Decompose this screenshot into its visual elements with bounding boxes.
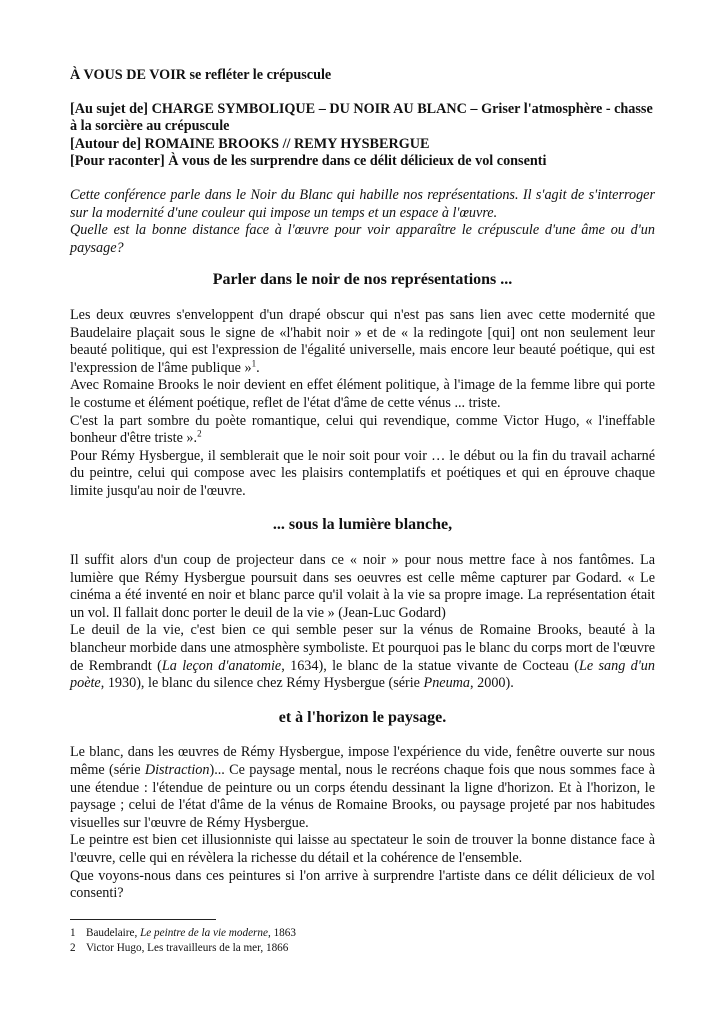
footnote-ref: 1 xyxy=(251,357,257,368)
paragraph-text: Le deuil de la vie, c'est bien ce qui semble peser sur la vénus de Romaine Brooks, beauté à la blancheur morbide dans une atmosphère symboliste. Et pourquoi pas le blanc du corps mort de l'œuvre de Rembrandt ( xyxy=(70,622,655,674)
meta-artists: [Autour de] ROMAINE BROOKS // REMY HYSBERGUE xyxy=(70,135,430,152)
document-body xyxy=(70,67,655,919)
paragraph xyxy=(70,307,655,377)
section-blanc xyxy=(70,516,655,692)
footnote-separator xyxy=(70,919,216,920)
footnote-number: 1 xyxy=(70,927,76,939)
paragraph-text: Le blanc, dans les œuvres de Rémy Hysbergue, impose l'expérience du vide, fenêtre ouverte sur nous même (série xyxy=(70,744,655,778)
paragraph: Il suffit alors d'un coup de projecteur dans ce « noir » pour nous mettre face à nos fantômes. La lumière que Rémy Hysbergue poursuit dans ses oeuvres est celle même capturer par Godard. « Le cinéma a été inventé en noir et blanc parce qu'il volait à la vie sa propre image. La représentation était un vol. Il fallait donc porter le deuil de la vie » (Jean-Luc Godard) xyxy=(70,552,655,621)
footnote-text: Baudelaire, xyxy=(86,927,141,939)
section-paysage xyxy=(70,709,655,903)
paragraph-text: )... Ce paysage mental, nous le recréons chaque fois que nous sommes face à une étendue : l'étendue de peinture ou un corps étendu dessinant la ligne d'horizon. Et à l'horizon, le paysage ; celui de l'état d'âme de la vénus de Romaine Brooks, ou paysage projeté par nos habitudes visuelles sur l'œuvre de Rémy Hysbergue. xyxy=(70,762,655,831)
intro-paragraph: Cette conférence parle dans le Noir du Blanc qui habille nos représentations. Il s'agit de s'interroger sur la modernité d'une couleur qui impose un temps et un espace à l'œuvre. xyxy=(70,186,655,221)
footnote-number: 2 xyxy=(70,942,76,954)
paragraph-text: , 2000). xyxy=(470,675,514,692)
footnote-1 xyxy=(70,926,655,941)
work-title: Distraction xyxy=(144,762,210,778)
document-title: À VOUS DE VOIR se refléter le crépuscule xyxy=(70,67,332,83)
section-heading-blanc: ... sous la lumière blanche, xyxy=(272,516,453,534)
intro-block xyxy=(70,187,655,257)
work-title: Le sang d'un poète xyxy=(70,657,655,692)
paragraph: Le peintre est bien cet illusionniste qui laisse au spectateur le soin de trouver la bonne distance face à l'œuvre, celle qui en révèlera la richesse du détail et la cohérence de l'ensemble. xyxy=(70,832,655,866)
work-title: La leçon d'anatomie xyxy=(161,657,282,674)
paragraph-text: Les deux œuvres s'enveloppent d'un drapé obscur qui n'est pas sans lien avec cette modernité que Baudelaire plaçait sous le signe de «l'habit noir » et de « la redingote [qui] ont non seulement leur beauté politique, qui est l'expression de l'égalité universelle, mais encore leur beauté poétique, qui est l'expression de l'âme publique » xyxy=(70,306,655,376)
paragraph-text: , 1634), le blanc de la statue vivante de Cocteau ( xyxy=(281,657,579,674)
paragraph: Que voyons-nous dans ces peintures si l'on arrive à surprendre l'artiste dans ce délit délicieux de vol consenti? xyxy=(70,867,655,902)
section-heading-noir: Parler dans le noir de nos représentations ... xyxy=(212,271,513,289)
paragraph: Pour Rémy Hysbergue, il semblerait que le noir soit pour voir … le début ou la fin du travail acharné du peintre, celui qui compose avec les plaisirs contemplatifs et poétiques et qui en éprouve chaque limite jusqu'au noir de l'œuvre. xyxy=(70,447,655,499)
footnotes xyxy=(70,919,655,956)
meta-subject: [Au sujet de] CHARGE SYMBOLIQUE – DU NOIR AU BLANC – Griser l'atmosphère - chasse à la sorcière au crépuscule xyxy=(70,100,653,135)
section-noir xyxy=(70,271,655,500)
footnote-text: Victor Hugo, Les travailleurs de la mer, 1866 xyxy=(86,942,289,954)
paragraph-text: C'est la part sombre du poète romantique, celui qui revendique, comme Victor Hugo, « l'ineffable bonheur d'être triste ». xyxy=(70,412,655,447)
footnote-ref: 2 xyxy=(197,428,202,439)
paragraph: Avec Romaine Brooks le noir devient en effet élément politique, à l'image de la femme libre qui porte le costume et élément poétique, reflet de l'état d'âme de cette vénus ... triste. xyxy=(70,377,655,411)
paragraph xyxy=(70,413,655,448)
intro-question: Quelle est la bonne distance face à l'œuvre pour voir apparaître le crépuscule d'une âme ou d'un paysage? xyxy=(70,222,655,256)
paragraph-text: . xyxy=(256,359,260,376)
paragraph xyxy=(70,744,655,832)
paragraph xyxy=(70,622,655,692)
footnote-2 xyxy=(70,941,655,956)
meta-purpose: [Pour raconter] À vous de les surprendre dans ce délit délicieux de vol consenti xyxy=(70,153,547,170)
footnote-text: , 1863 xyxy=(267,927,296,939)
work-title: Pneuma xyxy=(423,675,471,692)
meta-block xyxy=(70,101,655,171)
paragraph-text: , 1930), le blanc du silence chez Rémy Hysbergue (série xyxy=(100,675,424,692)
section-heading-paysage: et à l'horizon le paysage. xyxy=(278,708,447,726)
footnote-work-title: Le peintre de la vie moderne xyxy=(140,927,268,939)
